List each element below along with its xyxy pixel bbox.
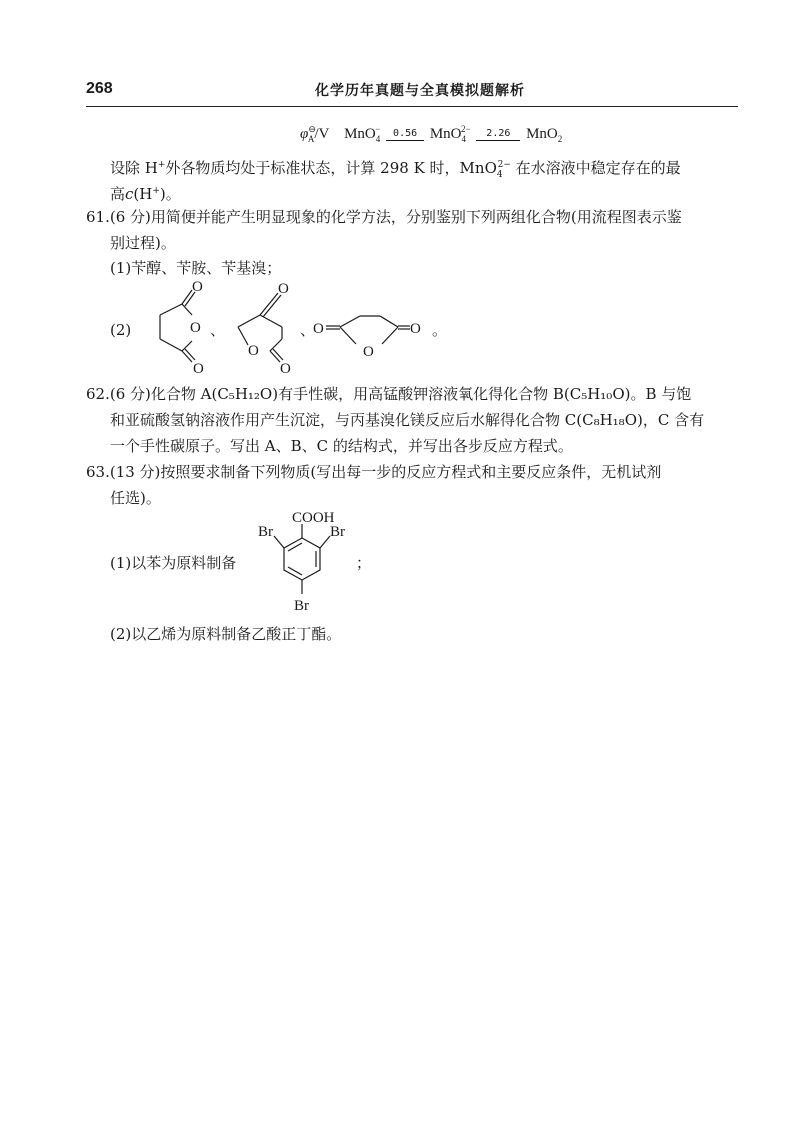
q61-end-mark: 。: [432, 321, 448, 339]
species-manganate: MnO$_4^{2-}$: [429, 124, 471, 144]
atom-o: O: [193, 361, 204, 375]
atom-o: O: [313, 321, 324, 337]
cooh-group: COOH: [292, 510, 335, 526]
q61-part-2-label: (2): [110, 321, 132, 339]
q63-part-1: (1)以苯为原料制备: [110, 554, 237, 572]
page-number: 268: [86, 80, 113, 97]
q62-line-1: 62.(6 分)化合物 A(C₅H₁₂O)有手性碳，用高锰酸钾溶液氧化得化合物 B(C₅H₁₀O)。B 与饱: [86, 385, 692, 403]
q61-line-1: 61.(6 分)用简便并能产生明显现象的化学方法，分别鉴别下列两组化合物(用流程图表示鉴: [86, 208, 682, 226]
species-mno2: MnO$_2$: [526, 126, 563, 144]
separator-1: 、: [210, 321, 226, 339]
potential-unit: /V: [314, 126, 330, 142]
potential-arrow-2: 2.26: [476, 129, 520, 141]
q61-line-2: 别过程)。: [110, 234, 176, 252]
q61-part-1: (1)苄醇、苄胺、苄基溴；: [110, 259, 282, 277]
phi-subscript: A: [307, 134, 315, 144]
atom-o: O: [280, 361, 291, 375]
potential-diagram: [300, 124, 562, 144]
tribromobenzoic-acid-structure: [250, 508, 370, 616]
q63-part-2: (2)以乙烯为原料制备乙酸正丁酯。: [110, 625, 342, 643]
atom-br: Br: [294, 598, 309, 614]
pyran-2-4-dione-structure: [224, 275, 310, 375]
atom-br: Br: [330, 524, 345, 540]
header-rule: [86, 106, 738, 107]
atom-o: O: [248, 343, 259, 359]
separator-2: 、: [300, 321, 316, 339]
q63-line-2: 任选)。: [110, 489, 161, 507]
species-permanganate: MnO$_4$−: [344, 124, 381, 144]
atom-br: Br: [258, 524, 273, 540]
q63-line-1: 63.(13 分)按照要求制备下列物质(写出每一步的反应方程式和主要反应条件，无机试剂: [86, 463, 662, 481]
atom-o: O: [278, 281, 289, 297]
phi-symbol: φ⊖: [300, 124, 316, 142]
atom-o: O: [192, 279, 203, 295]
q62-line-3: 一个手性碳原子。写出 A、B、C 的结构式，并写出各步反应方程式。: [110, 437, 573, 455]
q60-line-1: 设除 H+外各物质均处于标准状态，计算 298 K 时，MnO$_4^{2-}$ 在水溶液中稳定存在的最: [110, 159, 681, 180]
q60-line-2: 高c(H+)。: [110, 185, 181, 203]
pyran-3-5-dione-structure: [310, 290, 430, 370]
glutaric-anhydride-structure: [130, 275, 220, 375]
atom-o: O: [410, 321, 421, 337]
q62-line-2: 和亚硫酸氢钠溶液作用产生沉淀，与丙基溴化镁反应后水解得化合物 C(C₈H₁₈O)，C 含有: [110, 411, 705, 429]
q63-part-1-end: ；: [356, 554, 372, 572]
atom-o: O: [363, 344, 374, 360]
atom-o: O: [190, 320, 201, 336]
potential-arrow-1: 0.56: [386, 129, 424, 141]
running-title: 化学历年真题与全真模拟题解析: [315, 83, 525, 99]
